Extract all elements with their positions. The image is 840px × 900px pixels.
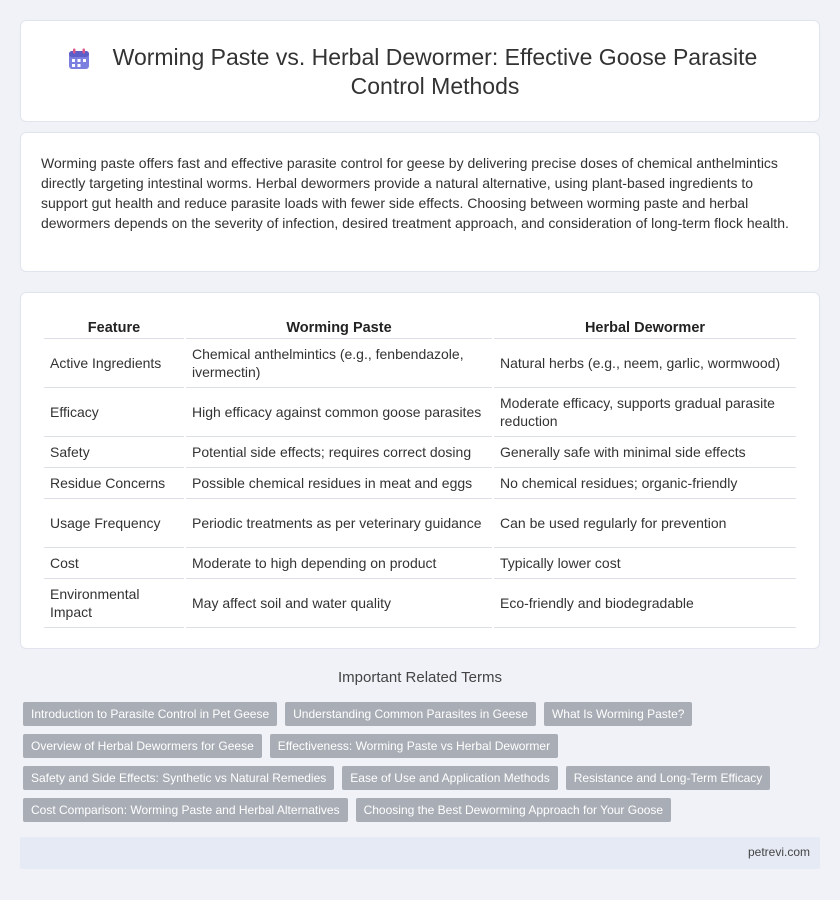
- table-cell: Natural herbs (e.g., neem, garlic, wormwood): [494, 339, 796, 388]
- term-tag[interactable]: Effectiveness: Worming Paste vs Herbal Dewormer: [270, 734, 558, 758]
- table-cell: Generally safe with minimal side effects: [494, 437, 796, 468]
- table-cell: No chemical residues; organic-friendly: [494, 468, 796, 499]
- related-terms-title: Important Related Terms: [338, 669, 502, 686]
- table-cell: May affect soil and water quality: [186, 579, 492, 628]
- table-header-row: [44, 313, 796, 339]
- term-tag[interactable]: Introduction to Parasite Control in Pet Geese: [23, 702, 277, 726]
- table-row: [44, 437, 796, 468]
- tag-row: [23, 766, 823, 790]
- page-title: Worming Paste vs. Herbal Dewormer: Effective Goose Parasite Control Methods: [112, 44, 758, 99]
- term-tag[interactable]: Cost Comparison: Worming Paste and Herbal Alternatives: [23, 798, 348, 822]
- table-cell: Typically lower cost: [494, 548, 796, 579]
- table-cell: Environmental Impact: [44, 579, 184, 628]
- table-row: [44, 339, 796, 388]
- title-card: [20, 20, 820, 122]
- term-tag[interactable]: What Is Worming Paste?: [544, 702, 693, 726]
- footer-site-link[interactable]: petrevi.com: [747, 845, 810, 859]
- term-tag[interactable]: Safety and Side Effects: Synthetic vs Natural Remedies: [23, 766, 334, 790]
- table-cell: Usage Frequency: [44, 499, 184, 548]
- table-cell: Potential side effects; requires correct dosing: [186, 437, 492, 468]
- footer: [20, 837, 820, 869]
- table-cell: Residue Concerns: [44, 468, 184, 499]
- term-tag[interactable]: Resistance and Long-Term Efficacy: [566, 766, 771, 790]
- table-cell: Safety: [44, 437, 184, 468]
- term-tag[interactable]: Ease of Use and Application Methods: [342, 766, 557, 790]
- table-cell: Efficacy: [44, 388, 184, 437]
- table-row: [44, 548, 796, 579]
- header-herbal-dewormer: Herbal Dewormer: [494, 313, 796, 339]
- comparison-table-card: [20, 292, 820, 649]
- header-worming-paste: Worming Paste: [186, 313, 492, 339]
- table-row: [44, 579, 796, 628]
- table-cell: Can be used regularly for prevention: [494, 499, 796, 548]
- header-feature: Feature: [44, 313, 184, 339]
- table-cell: Periodic treatments as per veterinary guidance: [186, 499, 492, 548]
- table-cell: Chemical anthelmintics (e.g., fenbendazole, ivermectin): [186, 339, 492, 388]
- table-row: [44, 468, 796, 499]
- intro-card: [20, 132, 820, 272]
- term-tag[interactable]: Understanding Common Parasites in Geese: [285, 702, 536, 726]
- table-cell: Active Ingredients: [44, 339, 184, 388]
- related-terms-tags: [23, 702, 823, 830]
- table-cell: Cost: [44, 548, 184, 579]
- table-row: [44, 388, 796, 437]
- intro-paragraph: Worming paste offers fast and effective parasite control for geese by delivering precise doses of chemical anthelmintics directly targeting intestinal worms. Herbal dewormers provide a natural alternative, using plant-based ingredients to support gut health and reduce parasite loads with fewer side effects. Choosing between worming paste and herbal dewormers depends on the severity of infection, desired treatment approach, and consideration of long-term flock health.: [41, 155, 789, 231]
- table-cell: High efficacy against common goose parasites: [186, 388, 492, 437]
- tag-row: [23, 798, 823, 822]
- table-cell: Possible chemical residues in meat and eggs: [186, 468, 492, 499]
- comparison-table: [42, 313, 798, 628]
- table-cell: Moderate efficacy, supports gradual parasite reduction: [494, 388, 796, 437]
- term-tag[interactable]: Overview of Herbal Dewormers for Geese: [23, 734, 262, 758]
- term-tag[interactable]: Choosing the Best Deworming Approach for Your Goose: [356, 798, 672, 822]
- tag-row: [23, 702, 823, 726]
- table-row: [44, 499, 796, 548]
- table-cell: Eco-friendly and biodegradable: [494, 579, 796, 628]
- table-cell: Moderate to high depending on product: [186, 548, 492, 579]
- tag-row: [23, 734, 823, 758]
